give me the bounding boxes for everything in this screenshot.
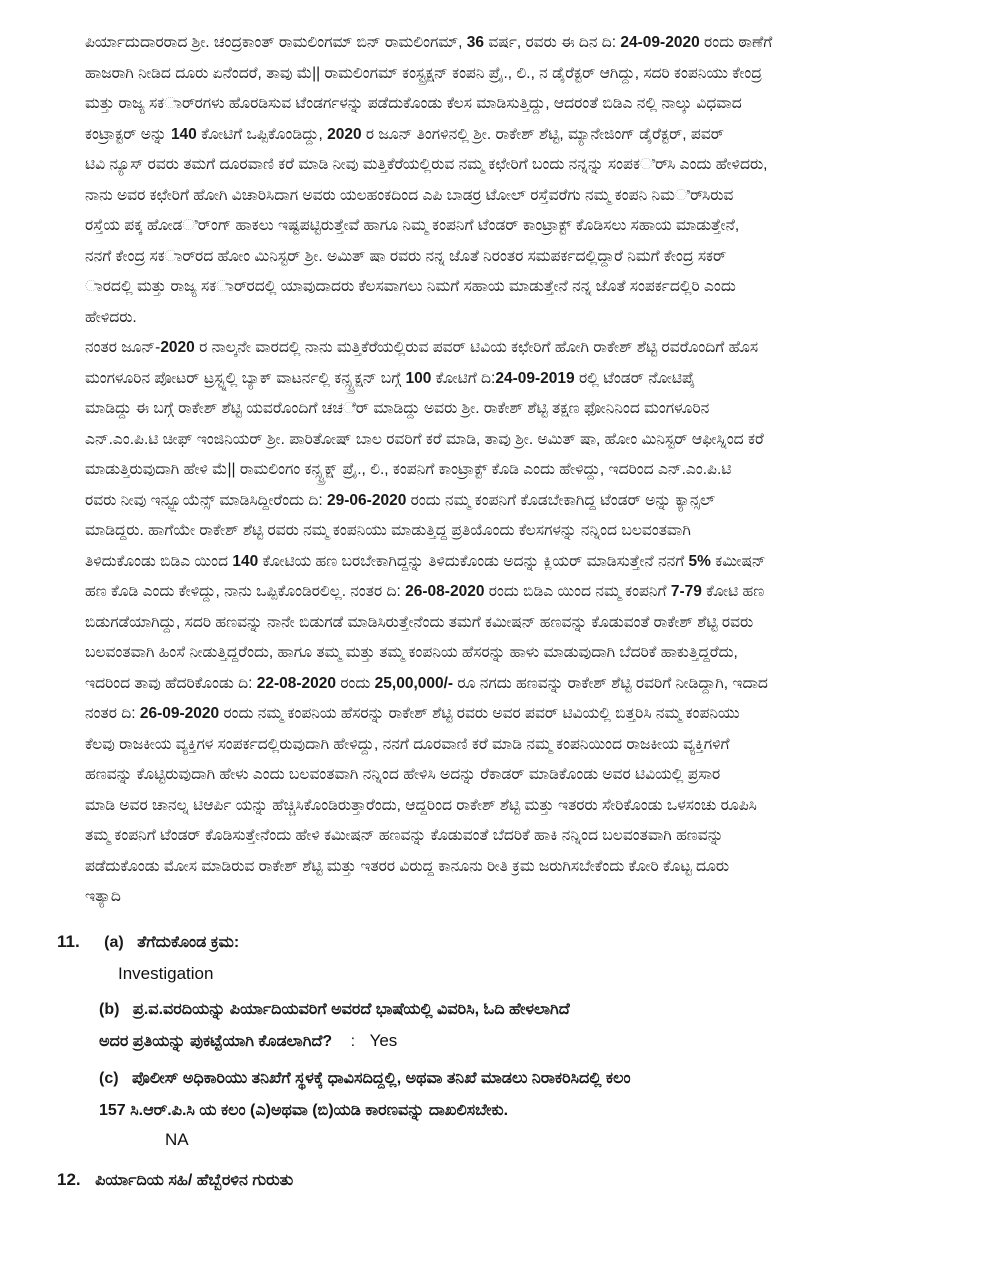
complaint-line: ಪಡೆದುಕೊಂಡು ಮೋಸ ಮಾಡಿರುವ ರಾಕೇಶ್ ಶೆಟ್ಟಿ ಮತ್ತು ಇತರರ ವಿರುದ್ದ ಕಾನೂನು ರೀತಿ ಕ್ರಮ ಜರುಗಿಸಬೇಕೆಂದು ಕೋರಿ ಕೊಟ್ಟ ದೂರು (85, 857, 730, 875)
complaint-text-block (85, 28, 909, 913)
complaint-line: ನಾನು ಅವರ ಕಛೇರಿಗೆ ಹೋಗಿ ವಿಚಾರಿಸಿದಾಗ ಅವರು ಯಲಹಂಕದಿಂದ ಎಪಿ ಬಾಡರ್ರ ಟೋಲ್ ರಸ್ತೆವರೆಗು ನಮ್ಮ ಕಂಪನಿ ನಿಮರ್ಿಸಿರುವ (85, 186, 734, 204)
item-11a-title: ತೆಗೆದುಕೊಂಡ ಕ್ರಮ: (137, 934, 240, 951)
complaint-line: ಬಲವಂತವಾಗಿ ಹಿಂಸೆ ನೀಡುತ್ತಿದ್ದರೆಂದು, ಹಾಗೂ ತಮ್ಮ ಮತ್ತು ತಮ್ಮ ಕಂಪನಿಯ ಹೆಸರನ್ನು ಹಾಳು ಮಾಡುವುದಾಗಿ ಬೆದರಿಕೆ ಹಾಕುತ್ತಿದ್ದರೆದು, (85, 644, 738, 661)
complaint-line: ರಸ್ತೆಯ ಪಕ್ಕ ಹೋಡರ್ಿಂಗ್ ಹಾಕಲು ಇಷ್ಟಪಟ್ಟಿರುತ್ತೇವೆ ಹಾಗೂ ನಿಮ್ಮ ಕಂಪನಿಗೆ ಟೆಂಡರ್ ಕಾಂಟ್ರಾಕ್ಟ್ ಕೊಡಿಸಲು ಸಹಾಯ ಮಾಡುತ್ತೇನೆ, (85, 217, 740, 234)
complaint-line: ಮಾಡುತ್ತಿರುವುದಾಗಿ ಹೇಳಿ ಮೆ|| ರಾಮಲಿಂಗಂ ಕನ್ಸ್ಟ್ರಕ್ಷ್ ಪ್ರೈ., ಲಿ., ಕಂಪನಿಗೆ ಕಾಂಟ್ರಾಕ್ಟ್ ಕೊಡಿ ಎಂದು ಹೇಳಿದ್ದು, ಇದರಿಂದ ಎನ್.ಎಂ.ಪಿ.ಟಿ (85, 461, 732, 478)
complaint-line: ಹಾಜರಾಗಿ ನೀಡಿದ ದೂರು ಏನೆಂದರೆ, ತಾವು ಮೆ|| ರಾಮಲಿಂಗಮ್ ಕಂಸ್ಟ್ರಕ್ಷನ್ ಕಂಪನಿ ಪ್ರೈ., ಲಿ., ನ ಡೈರೆಕ್ಟರ್ ಆಗಿದ್ದು, ಸದರಿ ಕಂಪನಿಯು ಕೇಂದ್ರ (85, 64, 762, 82)
complaint-line: ಮಾಡಿದ್ದು ಈ ಬಗ್ಗೆ ರಾಕೇಶ್ ಶೆಟ್ಟಿ ಯವರೊಂದಿಗೆ ಚಚರ್ೆ ಮಾಡಿದ್ದು ಅವರು ಶ್ರೀ. ರಾಕೇಶ್ ಶೆಟ್ಟಿ ತಕ್ಷಣ ಫೋನಿನಿಂದ ಮಂಗಳೂರಿನ (85, 400, 710, 417)
complaint-line: ಟಿವಿ ನ್ಯೂಸ್ ರವರು ತಮಗೆ ದೂರವಾಣಿ ಕರೆ ಮಾಡಿ ನೀವು ಮತ್ತಿಕೆರೆಯಲ್ಲಿರುವ ನಮ್ಮ ಕಛೇರಿಗೆ ಬಂದು ನನ್ನನ್ನು ಸಂಪಕರ್ಿಸಿ ಎಂದು ಹೇಳಿದರು, (85, 156, 768, 173)
item-11b-line1: ಪ್ರ.ವ.ವರದಿಯನ್ನು ಪಿರ್ಯಾದಿಯವರಿಗೆ ಅವರದೆ ಭಾಷೆಯಲ್ಲಿ ವಿವರಿಸಿ, ಓದಿ ಹೇಳಲಾಗಿದೆ (132, 1001, 570, 1018)
complaint-line: ಬಿಡುಗಡೆಯಾಗಿದ್ದು, ಸದರಿ ಹಣವನ್ನು ನಾನೇ ಬಿಡುಗಡೆ ಮಾಡಿಸಿರುತ್ತೇನೆಂದು ತಮಗೆ ಕಮೀಷನ್ ಹಣವನ್ನು ಕೊಡುವಂತೆ ರಾಕೇಶ್ ಶೆಟ್ಟಿ ರವರು (85, 613, 754, 631)
item-12-number: 12. (57, 1170, 81, 1189)
item-11b-value: Yes (369, 1031, 398, 1050)
complaint-line: ನಂತರ ಜೂನ್-2020 ರ ನಾಲ್ಕನೇ ವಾರದಲ್ಲಿ ನಾನು ಮತ್ತಿಕೆರೆಯಲ್ಲಿರುವ ಪವರ್ ಟಿವಿಯ ಕಛೇರಿಗೆ ಹೋಗಿ ರಾಕೇಶ್ ಶೆಟ್ಟಿ ರವರೊಂದಿಗೆ ಹೊಸ (85, 339, 759, 356)
complaint-line: ಎನ್.ಎಂ.ಪಿ.ಟಿ ಚೀಫ್ ಇಂಜಿನಿಯರ್ ಶ್ರೀ. ಪಾರಿತೋಷ್ ಬಾಲ ರವರಿಗೆ ಕರೆ ಮಾಡಿ, ತಾವು ಶ್ರೀ. ಅಮಿತ್ ಷಾ, ಹೋಂ ಮಿನಿಸ್ಟರ್ ಆಫೀಸ್ನಿಂದ ಕರೆ (85, 430, 764, 448)
complaint-line: ನಂತರ ದಿ: 26-09-2020 ರಂದು ನಮ್ಮ ಕಂಪನಿಯ ಹೆಸರನ್ನು ರಾಕೇಶ್ ಶೆಟ್ಟಿ ರವರು ಅವರ ಪವರ್ ಟಿವಿಯಲ್ಲಿ ಬಿತ್ತರಿಸಿ ನಮ್ಮ ಕಂಪನಿಯು (85, 705, 740, 722)
item-12-title: ಪಿರ್ಯಾದಿಯ ಸಹಿ/ ಹೆಬ್ಬೆರಳಿನ ಗುರುತು (95, 1172, 294, 1189)
complaint-line: ಾರದಲ್ಲಿ ಮತ್ತು ರಾಜ್ಯ ಸಕರ್ಾರದಲ್ಲಿ ಯಾವುದಾದರು ಕೆಲಸವಾಗಲು ನಿಮಗೆ ಸಹಾಯ ಮಾಡುತ್ತೇನೆ ನನ್ನ ಜೊತೆ ಸಂಪರ್ಕದಲ್ಲಿರಿ ಎಂದು (85, 278, 736, 295)
complaint-line: ಇತ್ಯಾದಿ (85, 888, 121, 905)
item-11c-row (99, 1067, 631, 1091)
complaint-line: ಮಂಗಳೂರಿನ ಪೋಟರ್ ಟ್ರಸ್ಟ್ನಲ್ಲಿ ಬ್ಯಾಕ್ ವಾಟರ್ನಲ್ಲಿ ಕನ್ಸ್ಟ್ರಕ್ಷನ್ ಬಗ್ಗೆ 100 ಕೋಟಿಗೆ ದಿ:24-09-2019 ರಲ್ಲಿ ಟೆಂಡರ್ ನೋಟಿಪೈ (85, 369, 696, 387)
item-11b-line2: ಅದರ ಪ್ರತಿಯನ್ನು ಪುಕಟ್ಟೆಯಾಗಿ ಕೊಡಲಾಗಿದೆ? (99, 1033, 333, 1050)
complaint-line: ಹಣ ಕೊಡಿ ಎಂದು ಕೇಳಿದ್ದು, ನಾನು ಒಪ್ಪಿಕೊಂಡಿರಲಿಲ್ಲ. ನಂತರ ದಿ: 26-08-2020 ರಂದು ಬಿಡಿಎ ಯಿಂದ ನಮ್ಮ ಕಂಪನಿಗೆ 7-79 ಕೋಟಿ ಹಣ (85, 583, 765, 600)
complaint-line: ಕಂಟ್ರಾಕ್ಟರ್ ಅನ್ನು 140 ಕೋಟಿಗೆ ಒಪ್ಪಿಕೊಂಡಿದ್ದು, 2020 ರ ಜೂನ್ ತಿಂಗಳಿನಲ್ಲಿ ಶ್ರೀ. ರಾಕೇಶ್ ಶೆಟ್ಟಿ, ಮ್ಯಾನೇಜಿಂಗ್ ಡೈರೆಕ್ಟರ್, ಪವರ್ (85, 125, 725, 143)
item-11a-row (57, 930, 239, 954)
item-11a-value: Investigation (118, 964, 214, 983)
complaint-line: ಮಾಡಿದ್ದರು. ಹಾಗೆಯೇ ರಾಕೇಶ್ ಶೆಟ್ಟಿ ರವರು ನಮ್ಮ ಕಂಪನಿಯು ಮಾಡುತ್ತಿದ್ದ ಪ್ರತಿಯೊಂದು ಕೆಲಸಗಳನ್ನು ನನ್ನಿಂದ ಬಲವಂತವಾಗಿ (85, 522, 691, 539)
item-11c-row2: 157 ಸಿ.ಆರ್.ಪಿ.ಸಿ ಯ ಕಲಂ (ಎ)ಅಥವಾ (ಬಿ)ಯಡಿ ಕಾರಣವನ್ನು ದಾಖಲಿಸಬೇಕು. (99, 1102, 509, 1119)
complaint-line: ಪಿರ್ಯಾದುದಾರರಾದ ಶ್ರೀ. ಚಂದ್ರಕಾಂತ್ ರಾಮಲಿಂಗಮ್ ಬಿನ್ ರಾಮಲಿಂಗಮ್, 36 ವರ್ಷ, ರವರು ಈ ದಿನ ದಿ: 24-09-2020 ರಂದು ಠಾಣೆಗೆ (85, 34, 773, 51)
item-11b-separator: : (350, 1033, 356, 1050)
item-11b-row (99, 998, 570, 1022)
complaint-line: ಮಾಡಿ ಅವರ ಚಾನಲ್ನ ಟಿಆರ್ಪಿ ಯನ್ನು ಹೆಚ್ಚಿಸಿಕೊಂಡಿರುತ್ತಾರೆಂದು, ಆದ್ದರಿಂದ ರಾಕೇಶ್ ಶೆಟ್ಟಿ ಮತ್ತು ಇತರರು ಸೇರಿಕೊಂಡು ಒಳಸಂಚು ರೂಪಿಸಿ (85, 796, 757, 814)
complaint-line: ಮತ್ತು ರಾಜ್ಯ ಸಕರ್ಾರಗಳು ಹೊರಡಿಸುವ ಟೆಂಡರ್ಗಳನ್ನು ಪಡೆದುಕೊಂಡು ಕೆಲಸ ಮಾಡಿಸುತ್ತಿದ್ದು, ಆದರಂತೆ ಬಿಡಿಎ ನಲ್ಲಿ ನಾಲ್ಕು ವಿಧವಾದ (85, 95, 742, 112)
complaint-line: ಕೆಲವು ರಾಜಕೀಯ ವ್ಯಕ್ತಿಗಳ ಸಂಪರ್ಕದಲ್ಲಿರುವುದಾಗಿ ಹೇಳಿದ್ದು, ನನಗೆ ದೂರವಾಣಿ ಕರೆ ಮಾಡಿ ನಮ್ಮ ಕಂಪನಿಯಿಂದ ರಾಜಕೀಯ ವ್ಯಕ್ತಿಗಳಿಗೆ (85, 735, 730, 753)
item-11-number: 11. (57, 932, 80, 951)
item-11c-value: NA (165, 1130, 189, 1149)
complaint-line: ಇದರಿಂದ ತಾವು ಹೆದರಿಕೊಂಡು ದಿ: 22-08-2020 ರಂದು 25,00,000/- ರೂ ನಗದು ಹಣವನ್ನು ರಾಕೇಶ್ ಶೆಟ್ಟಿ ರವರಿಗೆ ನೀಡಿದ್ದಾಗಿ, ಇದಾದ (85, 674, 768, 692)
item-11c-label: (c) (99, 1070, 119, 1087)
complaint-line: ರವರು ನೀವು ಇನ್ಫ್ಲೂಯೆನ್ಸ್ ಮಾಡಿಸಿದ್ದೀರೆಂದು ದಿ: 29-06-2020 ರಂದು ನಮ್ಮ ಕಂಪನಿಗೆ ಕೊಡಬೇಕಾಗಿದ್ದ ಟೆಂಡರ್ ಅನ್ನು ಕ್ಯಾನ್ಸಲ್ (85, 491, 716, 509)
complaint-line: ತಮ್ಮ ಕಂಪನಿಗೆ ಟೆಂಡರ್ ಕೊಡಿಸುತ್ತೇನೆಂದು ಹೇಳಿ ಕಮೀಷನ್ ಹಣವನ್ನು ಕೊಡುವಂತೆ ಬೆದರಿಕೆ ಹಾಕಿ ನನ್ನಿಂದ ಬಲವಂತವಾಗಿ ಹಣವನ್ನು (85, 827, 724, 844)
complaint-line: ತಿಳಿದುಕೊಂಡು ಬಿಡಿಎ ಯಿಂದ 140 ಕೋಟಿಯ ಹಣ ಬರಬೇಕಾಗಿದ್ದನ್ನು ತಿಳಿದುಕೊಂಡು ಅದನ್ನು ಕ್ಲಿಯರ್ ಮಾಡಿಸುತ್ತೇನೆ ನನಗೆ 5% ಕಮೀಷನ್ (85, 552, 766, 570)
item-11b-row2 (99, 1029, 397, 1053)
complaint-line: ಹಣವನ್ನು ಕೊಟ್ಟಿರುವುದಾಗಿ ಹೇಳು ಎಂದು ಬಲವಂತವಾಗಿ ನನ್ನಿಂದ ಹೇಳಿಸಿ ಅದನ್ನು ರೆಕಾಡರ್ ಮಾಡಿಕೊಂಡು ಅವರ ಟಿವಿಯಲ್ಲಿ ಪ್ರಸಾರ (85, 766, 721, 783)
complaint-line: ಹೇಳಿದರು. (85, 308, 137, 326)
item-11b-label: (b) (99, 1001, 120, 1018)
item-11c-line1: ಪೊಲೀಸ್ ಅಧಿಕಾರಿಯು ತನಿಖೆಗೆ ಸ್ಥಳಕ್ಕೆ ಧಾವಿಸದಿದ್ದಲ್ಲಿ, ಅಥವಾ ತನಿಖೆ ಮಾಡಲು ನಿರಾಕರಿಸಿದಲ್ಲಿ ಕಲಂ (132, 1070, 631, 1087)
item-12-row (57, 1168, 293, 1192)
item-11a-label: (a) (104, 934, 124, 951)
complaint-line: ನನಗೆ ಕೇಂದ್ರ ಸಕರ್ಾರದ ಹೋಂ ಮಿನಿಸ್ಟರ್ ಶ್ರೀ. ಅಮಿತ್ ಷಾ ರವರು ನನ್ನ ಜೊತೆ ನಿರಂತರ ಸಮಪರ್ಕದಲ್ಲಿದ್ದಾರೆ ನಿಮಗೆ ಕೇಂದ್ರ ಸಕರ್ (85, 247, 727, 265)
